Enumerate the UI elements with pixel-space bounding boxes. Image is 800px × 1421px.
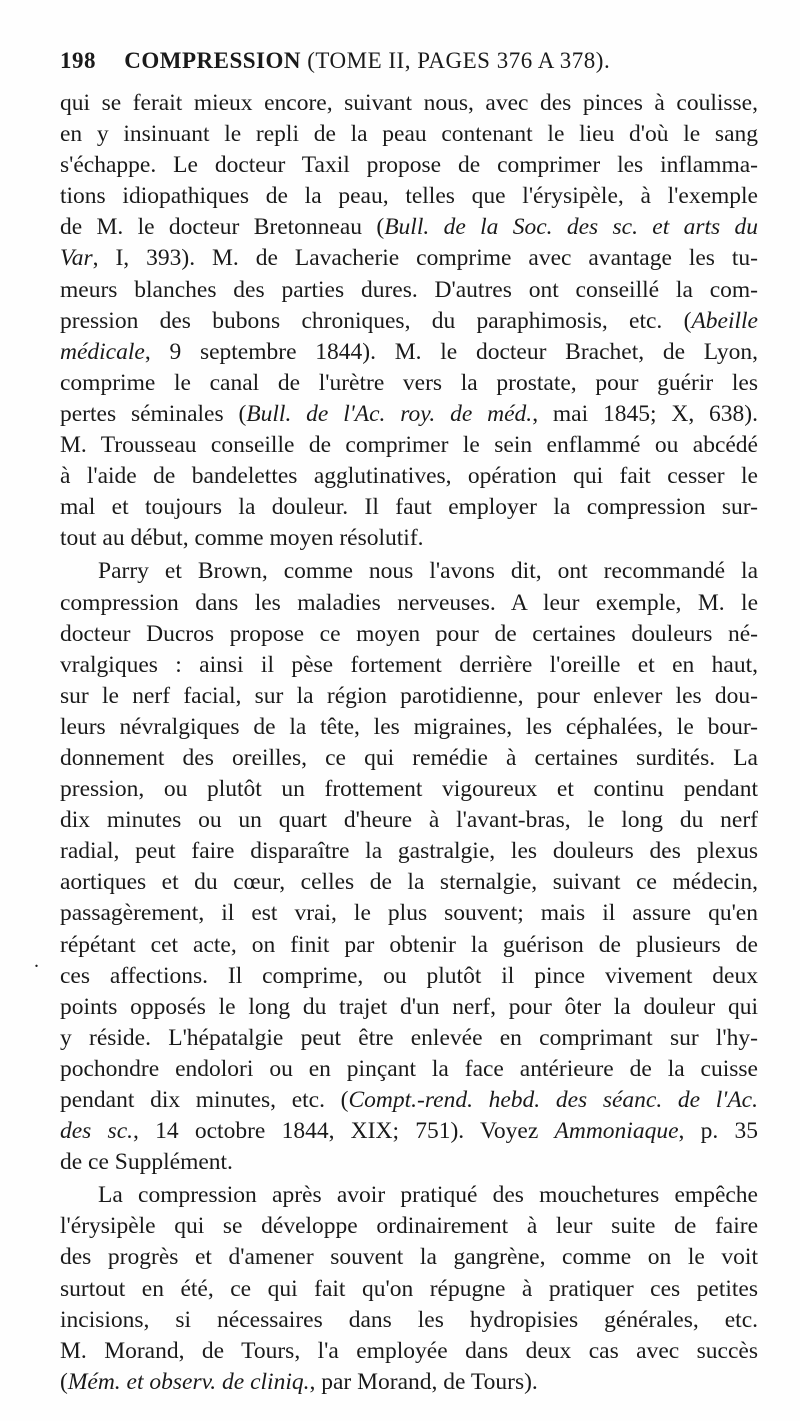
text-run: incisions, si nécessaires dans les hydropisies générales, etc.	[60, 1306, 758, 1333]
text-line	[60, 1180, 758, 1211]
text-line	[60, 212, 758, 243]
text-run: docteur Ducros propose ce moyen pour de certaines douleurs né-	[60, 620, 758, 647]
text-run: pertes séminales (	[60, 400, 247, 427]
text-line	[60, 805, 758, 836]
text-run: qui se ferait mieux encore, suivant nous, avec des pinces à coulisse,	[60, 90, 758, 116]
text-run: aortiques et du cœur, celles de la sternalgie, suivant ce médecin,	[60, 869, 758, 896]
text-run: radial, peut faire disparaître la gastralgie, les douleurs des plexus	[60, 838, 758, 865]
text-run: meurs blanches des parties dures. D'autres ont conseillé la com-	[60, 276, 758, 303]
text-run: donnement des oreilles, ce qui remédie à certaines surdités. La	[60, 744, 758, 771]
text-run: des progrès et d'amener souvent la gangrène, comme on le voit	[60, 1244, 758, 1271]
text-line	[60, 743, 758, 774]
page-number: 198	[60, 48, 96, 73]
text-line	[60, 681, 758, 712]
text-line	[60, 243, 758, 274]
text-line	[60, 492, 758, 523]
text-line	[60, 399, 758, 430]
text-run: tions idiopathiques de la peau, telles que l'érysipèle, à l'exemple	[60, 183, 758, 210]
text-run: l'érysipèle qui se développe ordinairement à leur suite de faire	[60, 1213, 758, 1240]
text-line	[60, 88, 758, 119]
italic-citation: Compt.-rend. hebd. des séanc. de l'Ac.	[348, 1087, 758, 1113]
text-run: tout au début, comme moyen résolutif.	[60, 525, 424, 552]
text-run: , par Morand, de Tours).	[309, 1368, 538, 1395]
text-line	[60, 1054, 758, 1085]
text-line	[60, 1116, 758, 1147]
text-run: ces affections. Il comprime, ou plutôt il pince vivement deux	[60, 962, 758, 989]
paragraph	[60, 556, 758, 1178]
text-run: répétant cet acte, on finit par obtenir la guérison de plusieurs de	[60, 931, 758, 958]
text-run: M. Morand, de Tours, l'a employée dans deux cas avec succès	[60, 1337, 758, 1364]
text-run: surtout en été, ce qui fait qu'on répugne à pratiquer ces petites	[60, 1275, 758, 1302]
text-line	[60, 992, 758, 1023]
text-run: sur le nerf facial, sur la région parotidienne, pour enlever les dou-	[60, 682, 758, 709]
text-run: s'échappe. Le docteur Taxil propose de comprimer les inflamma-	[60, 152, 758, 179]
text-line	[60, 774, 758, 805]
text-run: points opposés le long du trajet d'un nerf, pour ôter la douleur qui	[60, 993, 758, 1020]
text-line	[60, 556, 758, 587]
text-run: compression dans les maladies nerveuses. A leur exemple, M. le	[60, 589, 758, 616]
body-text	[60, 88, 758, 1398]
text-run: M. Trousseau conseille de comprimer le sein enflammé ou abcédé	[60, 432, 758, 459]
text-run: dix minutes ou un quart d'heure à l'avant-bras, le long du nerf	[60, 807, 758, 834]
margin-mark: .	[34, 950, 39, 972]
italic-citation: Bull. de l'Ac. roy. de méd.	[246, 400, 533, 427]
text-line	[60, 1367, 758, 1398]
text-line	[60, 1147, 758, 1178]
italic-citation: Mém. et observ. de cliniq.	[67, 1368, 310, 1395]
header-title: COMPRESSION	[124, 48, 301, 73]
italic-citation: Var	[60, 245, 93, 272]
italic-citation: Abeille	[691, 307, 758, 334]
text-run: La compression après avoir pratiqué des mouchetures empêche	[98, 1182, 758, 1209]
text-line	[60, 181, 758, 212]
italic-citation: médicale	[60, 338, 145, 365]
text-line	[60, 712, 758, 743]
text-run: en y insinuant le repli de la peau contenant le lieu d'où le sang	[60, 121, 758, 148]
text-line	[60, 368, 758, 399]
text-line	[60, 150, 758, 181]
text-run: mal et toujours la douleur. Il faut employer la compression sur-	[60, 494, 758, 521]
text-line	[60, 619, 758, 650]
text-line	[60, 523, 758, 554]
text-line	[60, 961, 758, 992]
text-line	[60, 1336, 758, 1367]
text-line	[60, 119, 758, 150]
text-run: pendant dix minutes, etc. (	[60, 1087, 349, 1113]
running-header	[60, 48, 750, 82]
text-line	[60, 1274, 758, 1305]
text-line	[60, 930, 758, 961]
italic-citation: Bull. de la Soc. des sc. et arts du	[384, 214, 758, 241]
text-line	[60, 275, 758, 306]
text-line	[60, 337, 758, 368]
text-run: passagèrement, il est vrai, le plus souvent; mais il assure qu'en	[60, 900, 758, 927]
text-line	[60, 430, 758, 461]
text-run: pression, ou plutôt un frottement vigoureux et continu pendant	[60, 776, 758, 803]
text-run: comprime le canal de l'urètre vers la prostate, pour guérir les	[60, 369, 758, 396]
text-run: leurs névralgiques de la tête, les migraines, les céphalées, le bour-	[60, 713, 758, 740]
text-run: (	[60, 1368, 68, 1395]
text-run: Parry et Brown, comme nous l'avons dit, ont recommandé la	[98, 558, 758, 585]
text-line	[60, 1211, 758, 1242]
text-line	[60, 650, 758, 681]
text-run: , 9 septembre 1844). M. le docteur Brachet, de Lyon,	[144, 338, 758, 365]
text-run: de ce Supplément.	[60, 1149, 233, 1176]
text-line	[60, 836, 758, 867]
italic-citation: des sc.	[60, 1118, 134, 1145]
text-run: pochondre endolori ou en pinçant la face antérieure de la cuisse	[60, 1055, 758, 1082]
text-run: , p. 35	[678, 1118, 759, 1145]
italic-citation: Ammoniaque	[554, 1118, 679, 1145]
header-range: (TOME II, PAGES 376 A 378).	[307, 48, 611, 73]
paragraph	[60, 1180, 758, 1398]
text-run: , mai 1845; X, 638).	[532, 400, 758, 427]
text-line	[60, 867, 758, 898]
text-run: , I, 393). M. de Lavacherie comprime avec avantage les tu-	[92, 245, 758, 272]
text-line	[60, 1023, 758, 1054]
text-line	[60, 1085, 758, 1116]
paragraph	[60, 88, 758, 554]
text-line	[60, 306, 758, 337]
text-line	[60, 588, 758, 619]
text-run: de M. le docteur Bretonneau (	[60, 214, 385, 241]
text-line	[60, 1242, 758, 1273]
text-run: à l'aide de bandelettes agglutinatives, opération qui fait cesser le	[60, 463, 758, 490]
text-line	[60, 898, 758, 929]
text-run: vralgiques : ainsi il pèse fortement derrière l'oreille et en haut,	[60, 651, 758, 678]
text-run: y réside. L'hépatalgie peut être enlevée en comprimant sur l'hy-	[60, 1024, 758, 1051]
text-run: , 14 octobre 1844, XIX; 751). Voyez	[133, 1118, 555, 1145]
text-line	[60, 461, 758, 492]
text-line	[60, 1305, 758, 1336]
text-run: pression des bubons chroniques, du paraphimosis, etc. (	[60, 307, 692, 334]
